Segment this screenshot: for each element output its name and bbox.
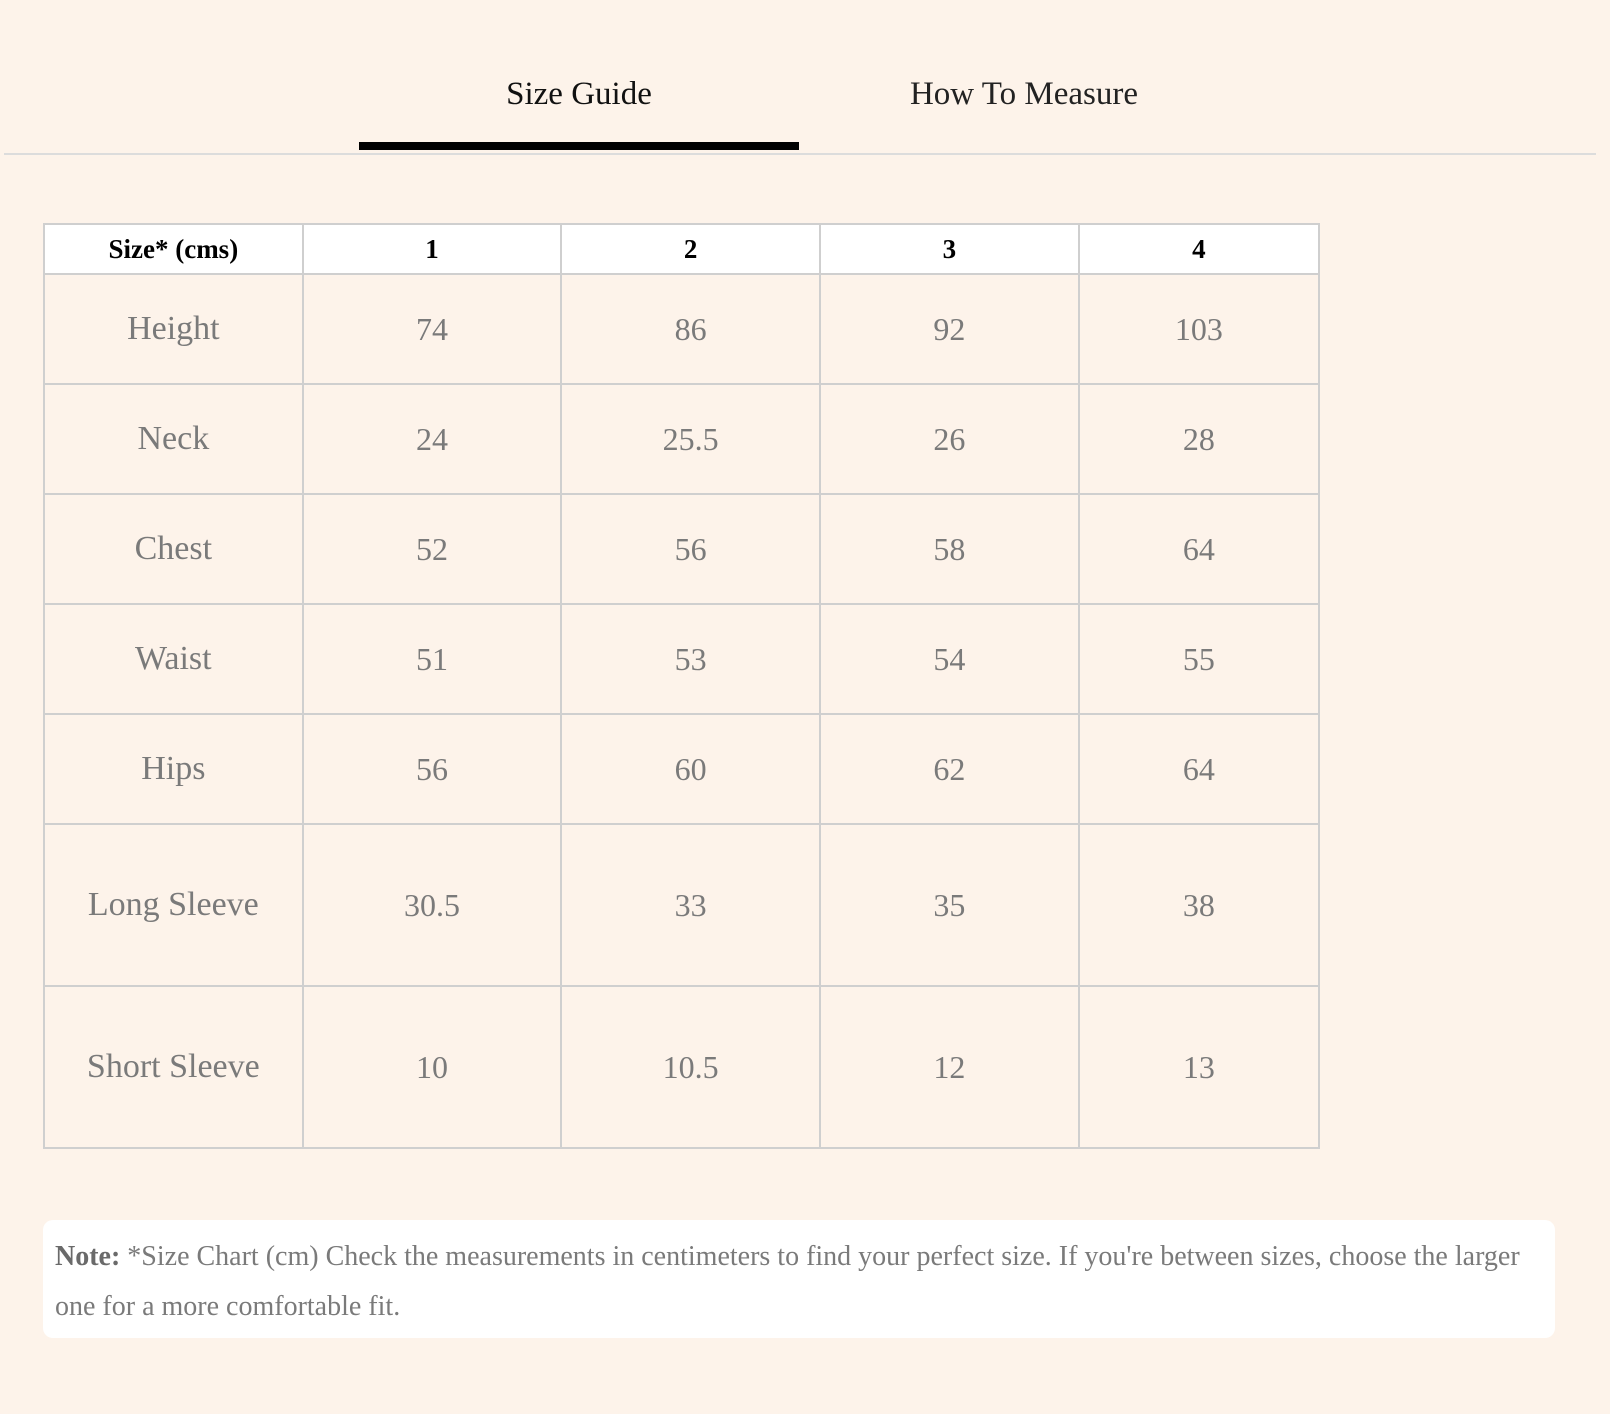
header-size-2: 2 — [561, 224, 820, 274]
table-cell: 53 — [561, 604, 820, 714]
table-row-short-sleeve — [44, 986, 1319, 1148]
header-size-3: 3 — [820, 224, 1079, 274]
table-cell: 13 — [1079, 986, 1319, 1148]
table-row-height — [44, 274, 1319, 384]
table-cell: 33 — [561, 824, 820, 986]
table-cell: 64 — [1079, 494, 1319, 604]
header-size-4: 4 — [1079, 224, 1319, 274]
table-row-chest — [44, 494, 1319, 604]
table-cell: 103 — [1079, 274, 1319, 384]
header-size-cms: Size* (cms) — [44, 224, 303, 274]
row-label: Long Sleeve — [44, 824, 303, 986]
table-cell: 55 — [1079, 604, 1319, 714]
table-row-neck — [44, 384, 1319, 494]
table-cell: 62 — [820, 714, 1079, 824]
row-label: Chest — [44, 494, 303, 604]
row-label: Height — [44, 274, 303, 384]
table-cell: 56 — [303, 714, 562, 824]
row-label: Hips — [44, 714, 303, 824]
table-cell: 24 — [303, 384, 562, 494]
table-cell: 54 — [820, 604, 1079, 714]
table-cell: 74 — [303, 274, 562, 384]
row-label: Short Sleeve — [44, 986, 303, 1148]
table-cell: 51 — [303, 604, 562, 714]
table-cell: 38 — [1079, 824, 1319, 986]
table-row-long-sleeve — [44, 824, 1319, 986]
table-cell: 52 — [303, 494, 562, 604]
table-cell: 58 — [820, 494, 1079, 604]
size-tabs — [4, 0, 1596, 155]
header-size-1: 1 — [303, 224, 562, 274]
tab-size-guide[interactable]: Size Guide — [359, 78, 799, 150]
row-label: Waist — [44, 604, 303, 714]
table-row-hips — [44, 714, 1319, 824]
table-cell: 56 — [561, 494, 820, 604]
table-cell: 60 — [561, 714, 820, 824]
table-cell: 28 — [1079, 384, 1319, 494]
table-cell: 26 — [820, 384, 1079, 494]
table-cell: 86 — [561, 274, 820, 384]
row-label: Neck — [44, 384, 303, 494]
note-text: *Size Chart (cm) Check the measurements in centimeters to find your perfect size. If you're between sizes, choose the larger one for a more comfortable fit. — [55, 1241, 1520, 1322]
table-cell: 92 — [820, 274, 1079, 384]
table-header-row — [44, 224, 1319, 274]
table-row-waist — [44, 604, 1319, 714]
table-cell: 10 — [303, 986, 562, 1148]
size-chart-table — [43, 223, 1320, 1149]
table-cell: 35 — [820, 824, 1079, 986]
table-cell: 30.5 — [303, 824, 562, 986]
table-cell: 64 — [1079, 714, 1319, 824]
table-cell: 10.5 — [561, 986, 820, 1148]
table-cell: 12 — [820, 986, 1079, 1148]
table-cell: 25.5 — [561, 384, 820, 494]
size-note — [43, 1220, 1555, 1338]
note-label: Note: — [55, 1241, 121, 1272]
tab-how-to-measure[interactable]: How To Measure — [909, 76, 1139, 112]
